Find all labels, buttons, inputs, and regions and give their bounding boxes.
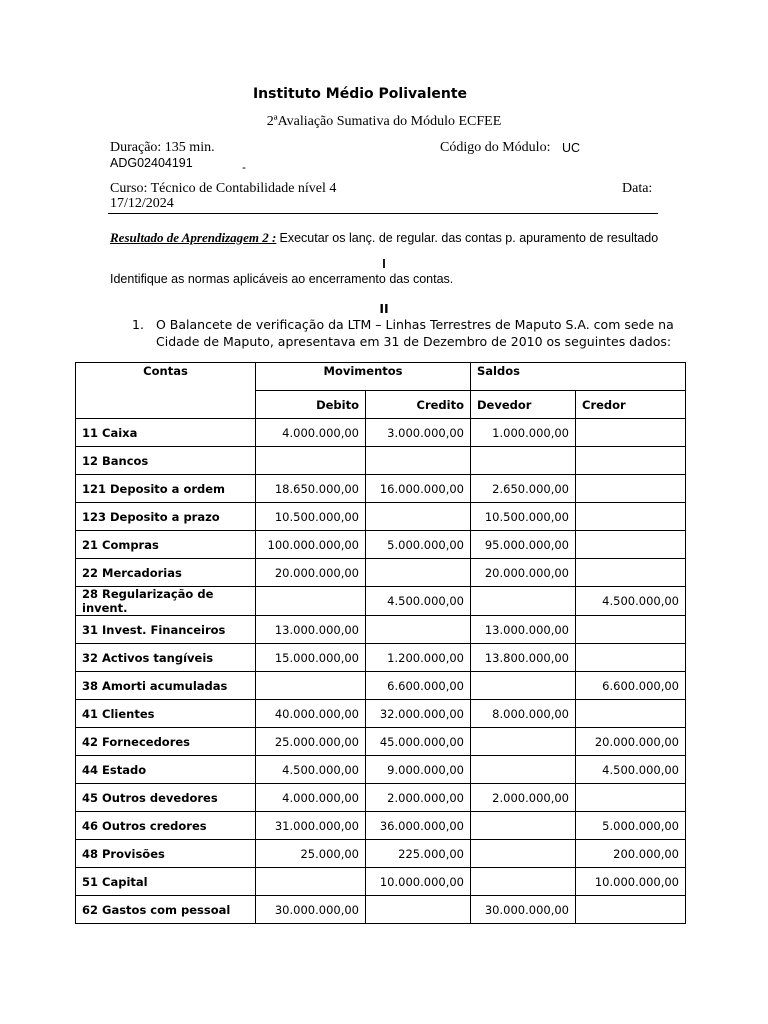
account-cell: 32 Activos tangíveis bbox=[76, 644, 256, 672]
account-cell: 31 Invest. Financeiros bbox=[76, 616, 256, 644]
credor-cell bbox=[576, 531, 686, 559]
module-code-value: ADG02404191 bbox=[110, 156, 193, 170]
account-cell: 22 Mercadorias bbox=[76, 559, 256, 587]
institution-title: Instituto Médio Polivalente bbox=[252, 86, 468, 102]
table-row bbox=[76, 475, 686, 503]
credito-cell: 32.000.000,00 bbox=[366, 700, 471, 728]
module-code-label: Código do Módulo: bbox=[440, 140, 551, 155]
section-one-numeral: I bbox=[382, 257, 386, 271]
devedor-cell bbox=[471, 840, 576, 868]
devedor-cell: 13.800.000,00 bbox=[471, 644, 576, 672]
debito-cell: 15.000.000,00 bbox=[256, 644, 366, 672]
course: Curso: Técnico de Contabilidade nível 4 bbox=[110, 181, 337, 196]
date-label: Data: bbox=[622, 181, 653, 196]
account-cell: 121 Deposito a ordem bbox=[76, 475, 256, 503]
credito-cell: 225.000,00 bbox=[366, 840, 471, 868]
date-value: 17/12/2024 bbox=[110, 196, 174, 211]
debito-cell: 31.000.000,00 bbox=[256, 812, 366, 840]
credor-cell bbox=[576, 644, 686, 672]
item-text-line1: O Balancete de verificação da LTM – Linhas Terrestres de Maputo S.A. com sede na bbox=[156, 317, 674, 332]
devedor-cell bbox=[471, 756, 576, 784]
table-row bbox=[76, 784, 686, 812]
header-contas: Contas bbox=[76, 363, 256, 419]
debito-cell: 20.000.000,00 bbox=[256, 559, 366, 587]
table-row bbox=[76, 896, 686, 924]
account-cell: 62 Gastos com pessoal bbox=[76, 896, 256, 924]
devedor-cell: 8.000.000,00 bbox=[471, 700, 576, 728]
debito-cell bbox=[256, 672, 366, 700]
section-two-numeral: II bbox=[379, 301, 389, 316]
devedor-cell: 95.000.000,00 bbox=[471, 531, 576, 559]
table-row bbox=[76, 756, 686, 784]
table-row bbox=[76, 728, 686, 756]
debito-cell: 4.500.000,00 bbox=[256, 756, 366, 784]
section-one-text: Identifique as normas aplicáveis ao encerramento das contas. bbox=[110, 272, 454, 286]
devedor-cell: 13.000.000,00 bbox=[471, 616, 576, 644]
credito-cell: 6.600.000,00 bbox=[366, 672, 471, 700]
debito-cell: 25.000.000,00 bbox=[256, 728, 366, 756]
account-cell: 11 Caixa bbox=[76, 419, 256, 447]
devedor-cell: 2.000.000,00 bbox=[471, 784, 576, 812]
debito-cell: 10.500.000,00 bbox=[256, 503, 366, 531]
debito-cell: 4.000.000,00 bbox=[256, 784, 366, 812]
account-cell: 45 Outros devedores bbox=[76, 784, 256, 812]
table-row bbox=[76, 644, 686, 672]
devedor-cell: 2.650.000,00 bbox=[471, 475, 576, 503]
credito-cell: 36.000.000,00 bbox=[366, 812, 471, 840]
header-debito: Debito bbox=[256, 391, 366, 419]
credor-cell: 4.500.000,00 bbox=[576, 587, 686, 616]
account-cell: 21 Compras bbox=[76, 531, 256, 559]
credor-cell bbox=[576, 419, 686, 447]
account-cell: 28 Regularização de invent. bbox=[76, 587, 256, 616]
table-row bbox=[76, 700, 686, 728]
credor-cell: 6.600.000,00 bbox=[576, 672, 686, 700]
credito-cell: 1.200.000,00 bbox=[366, 644, 471, 672]
account-cell: 46 Outros credores bbox=[76, 812, 256, 840]
table-row bbox=[76, 503, 686, 531]
devedor-cell bbox=[471, 447, 576, 475]
table-row bbox=[76, 616, 686, 644]
table-row bbox=[76, 587, 686, 616]
credito-cell bbox=[366, 447, 471, 475]
debito-cell: 30.000.000,00 bbox=[256, 896, 366, 924]
duration: Duração: 135 min. bbox=[110, 140, 215, 155]
learning-outcome-text: Executar os lanç. de regular. das contas p. apuramento de resultado bbox=[279, 231, 659, 245]
debito-cell bbox=[256, 447, 366, 475]
account-cell: 44 Estado bbox=[76, 756, 256, 784]
credito-cell: 3.000.000,00 bbox=[366, 419, 471, 447]
table-row bbox=[76, 868, 686, 896]
account-cell: 42 Fornecedores bbox=[76, 728, 256, 756]
header-dash: - bbox=[242, 160, 246, 174]
debito-cell: 4.000.000,00 bbox=[256, 419, 366, 447]
devedor-cell bbox=[471, 812, 576, 840]
account-cell: 12 Bancos bbox=[76, 447, 256, 475]
credor-cell: 10.000.000,00 bbox=[576, 868, 686, 896]
credor-cell bbox=[576, 503, 686, 531]
credor-cell: 5.000.000,00 bbox=[576, 812, 686, 840]
credor-cell bbox=[576, 616, 686, 644]
credor-cell: 4.500.000,00 bbox=[576, 756, 686, 784]
header-credito: Credito bbox=[366, 391, 471, 419]
debito-cell bbox=[256, 587, 366, 616]
credito-cell bbox=[366, 503, 471, 531]
account-cell: 38 Amorti acumuladas bbox=[76, 672, 256, 700]
credor-cell bbox=[576, 896, 686, 924]
table-header-row bbox=[76, 363, 686, 391]
header-movimentos: Movimentos bbox=[256, 363, 471, 391]
credito-cell: 16.000.000,00 bbox=[366, 475, 471, 503]
credito-cell: 10.000.000,00 bbox=[366, 868, 471, 896]
trial-balance-table bbox=[75, 362, 686, 924]
credor-cell bbox=[576, 447, 686, 475]
debito-cell bbox=[256, 868, 366, 896]
credito-cell: 2.000.000,00 bbox=[366, 784, 471, 812]
debito-cell: 100.000.000,00 bbox=[256, 531, 366, 559]
devedor-cell bbox=[471, 672, 576, 700]
debito-cell: 25.000,00 bbox=[256, 840, 366, 868]
credito-cell: 45.000.000,00 bbox=[366, 728, 471, 756]
devedor-cell: 1.000.000,00 bbox=[471, 419, 576, 447]
table-row bbox=[76, 531, 686, 559]
table-row bbox=[76, 840, 686, 868]
item-number: 1. bbox=[132, 317, 144, 332]
credor-cell bbox=[576, 700, 686, 728]
debito-cell: 13.000.000,00 bbox=[256, 616, 366, 644]
credor-cell: 200.000,00 bbox=[576, 840, 686, 868]
credor-cell: 20.000.000,00 bbox=[576, 728, 686, 756]
account-cell: 41 Clientes bbox=[76, 700, 256, 728]
table-row bbox=[76, 447, 686, 475]
devedor-cell: 10.500.000,00 bbox=[471, 503, 576, 531]
table-row bbox=[76, 672, 686, 700]
credor-cell bbox=[576, 559, 686, 587]
credito-cell: 9.000.000,00 bbox=[366, 756, 471, 784]
table-row bbox=[76, 419, 686, 447]
learning-outcome bbox=[110, 230, 658, 246]
devedor-cell bbox=[471, 728, 576, 756]
account-cell: 51 Capital bbox=[76, 868, 256, 896]
debito-cell: 40.000.000,00 bbox=[256, 700, 366, 728]
credor-cell bbox=[576, 784, 686, 812]
devedor-cell: 20.000.000,00 bbox=[471, 559, 576, 587]
devedor-cell bbox=[471, 868, 576, 896]
credor-cell bbox=[576, 475, 686, 503]
module-code-prefix: UC bbox=[562, 141, 581, 155]
item-text-line2: Cidade de Maputo, apresentava em 31 de Dezembro de 2010 os seguintes dados: bbox=[156, 334, 672, 349]
devedor-cell: 30.000.000,00 bbox=[471, 896, 576, 924]
header-divider bbox=[108, 213, 658, 214]
account-cell: 123 Deposito a prazo bbox=[76, 503, 256, 531]
assessment-title: 2ªAvaliação Sumativa do Módulo ECFEE bbox=[266, 114, 502, 129]
account-cell: 48 Provisões bbox=[76, 840, 256, 868]
header-devedor: Devedor bbox=[471, 391, 576, 419]
credito-cell bbox=[366, 896, 471, 924]
credito-cell: 4.500.000,00 bbox=[366, 587, 471, 616]
credito-cell: 5.000.000,00 bbox=[366, 531, 471, 559]
header-credor: Credor bbox=[576, 391, 686, 419]
debito-cell: 18.650.000,00 bbox=[256, 475, 366, 503]
header-saldos: Saldos bbox=[471, 363, 686, 391]
table-row bbox=[76, 812, 686, 840]
learning-outcome-label: Resultado de Aprendizagem 2 : bbox=[110, 230, 277, 245]
credito-cell bbox=[366, 616, 471, 644]
table-row bbox=[76, 559, 686, 587]
devedor-cell bbox=[471, 587, 576, 616]
credito-cell bbox=[366, 559, 471, 587]
